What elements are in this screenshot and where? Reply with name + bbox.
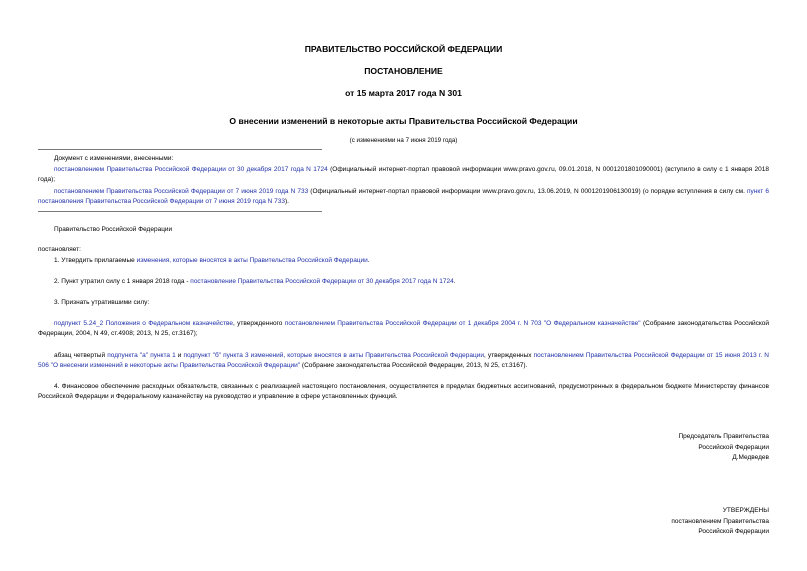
- paragraph-3b-link-1[interactable]: подпункта "а" пункта 1: [107, 352, 176, 359]
- paragraph-3b-text-2: и: [175, 352, 184, 359]
- paragraph-3b-text-4: (Собрание законодательства Российской Федерации, 2013, N 25, ст.3167).: [300, 362, 528, 370]
- issuer-heading: ПРАВИТЕЛЬСТВО РОССИЙСКОЙ ФЕДЕРАЦИИ: [304, 44, 503, 54]
- document-type: ПОСТАНОВЛЕНИЕ: [364, 66, 443, 76]
- government-label: Правительство Российской Федерации: [54, 226, 173, 233]
- paragraph-3b: [38, 351, 769, 372]
- signatory-position: Председатель Правительства: [678, 433, 769, 440]
- paragraph-1-text: 1. Утвердить прилагаемые: [54, 257, 137, 264]
- paragraph-1-link[interactable]: изменения, которые вносятся в акты Правительства Российской Федерации: [136, 257, 368, 264]
- paragraph-3a-link-1[interactable]: подпункт 5.24_2 Положения о Федеральном казначействе: [54, 320, 233, 327]
- change-entry-2: [38, 187, 769, 208]
- approved-country-label: Российской Федерации: [698, 528, 769, 535]
- paragraph-3b-text-3: , утвержденных: [483, 352, 534, 359]
- paragraph-3a-link-2[interactable]: постановлением Правительства Российской Федерации от 1 декабря 2004 г. N 703 "О Федеральном казначействе": [284, 320, 641, 327]
- paragraph-1: [54, 256, 370, 267]
- change-entry-1: [38, 165, 769, 186]
- paragraph-3a-text-2: (Собрание законодательства Российской Федерации, 2004, N 49, ст.4908; 2013, N 25, ст.3167);: [38, 320, 769, 338]
- paragraph-2: [54, 277, 456, 288]
- approved-block: [671, 506, 769, 538]
- paragraph-3a-text-1: , утвержденного: [233, 320, 285, 327]
- approved-by-label: постановлением Правительства: [671, 517, 769, 525]
- paragraph-2-end: .: [453, 278, 456, 285]
- change-1-link[interactable]: постановлением Правительства Российской Федерации от 30 декабря 2017 года N 1724: [54, 166, 328, 173]
- paragraph-3a: [38, 319, 769, 340]
- signatory-country: Российской Федерации: [698, 443, 769, 451]
- paragraph-2-link[interactable]: постановление Правительства Российской Федерации от 30 декабря 2017 года N 1724: [190, 278, 454, 285]
- paragraph-3b-link-2[interactable]: подпункт "б" пункта 3 изменений, которые вносятся в акты Правительства Российской Федерации: [183, 352, 484, 359]
- paragraph-4: 4. Финансовое обеспечение расходных обязательств, связанных с реализацией настоящего постановления, осуществляется в пределах бюджетных ассигнований, предусмотренных в федеральном бюджете Министерству финансов Российской Федерации и Федеральному казначейству на руководство и управление в сфере установленных функций.: [38, 383, 769, 401]
- change-2-link[interactable]: постановлением Правительства Российской Федерации от 7 июня 2019 года N 733: [54, 188, 309, 195]
- change-2-point-link[interactable]: пункт 6 постановления Правительства Российской Федерации от 7 июня 2019 года N 733: [38, 188, 769, 206]
- edition-note: (с изменениями на 7 июня 2019 года): [349, 137, 458, 144]
- change-2-text: (Официальный интернет-портал правовой информации www.pravo.gov.ru, 13.06.2019, N 0001201906130019) (о порядке вступления в силу см.: [308, 188, 748, 195]
- paragraph-3b-text-1: абзац четвертый: [54, 352, 108, 359]
- approved-label: УТВЕРЖДЕНЫ: [722, 507, 769, 514]
- changes-bottom-rule: [38, 211, 322, 212]
- paragraph-3b-link-3[interactable]: постановлением Правительства Российской Федерации от 15 июня 2013 г. N 506 "О внесении изменений в некоторые акты Правительства Российской Федерации": [38, 352, 769, 370]
- signatory-name: Д.Медведев: [732, 454, 769, 461]
- document-title: О внесении изменений в некоторые акты Правительства Российской Федерации: [229, 116, 578, 126]
- decides-label: постановляет:: [38, 246, 81, 253]
- document-date-number: от 15 марта 2017 года N 301: [345, 88, 462, 98]
- paragraph-2-text: 2. Пункт утратил силу с 1 января 2018 года -: [54, 278, 191, 285]
- paragraph-1-end: .: [367, 257, 370, 264]
- paragraph-3: 3. Признать утратившими силу:: [54, 299, 150, 306]
- changes-intro: Документ с изменениями, внесенными:: [54, 155, 174, 162]
- change-2-end: ).: [284, 198, 289, 206]
- signature-block: [678, 432, 769, 464]
- change-1-text: (Официальный интернет-портал правовой информации www.pravo.gov.ru, 09.01.2018, N 0001201801090001) (вступило в силу с 1 января 2018 года);: [38, 166, 769, 184]
- changes-top-rule: [38, 149, 322, 150]
